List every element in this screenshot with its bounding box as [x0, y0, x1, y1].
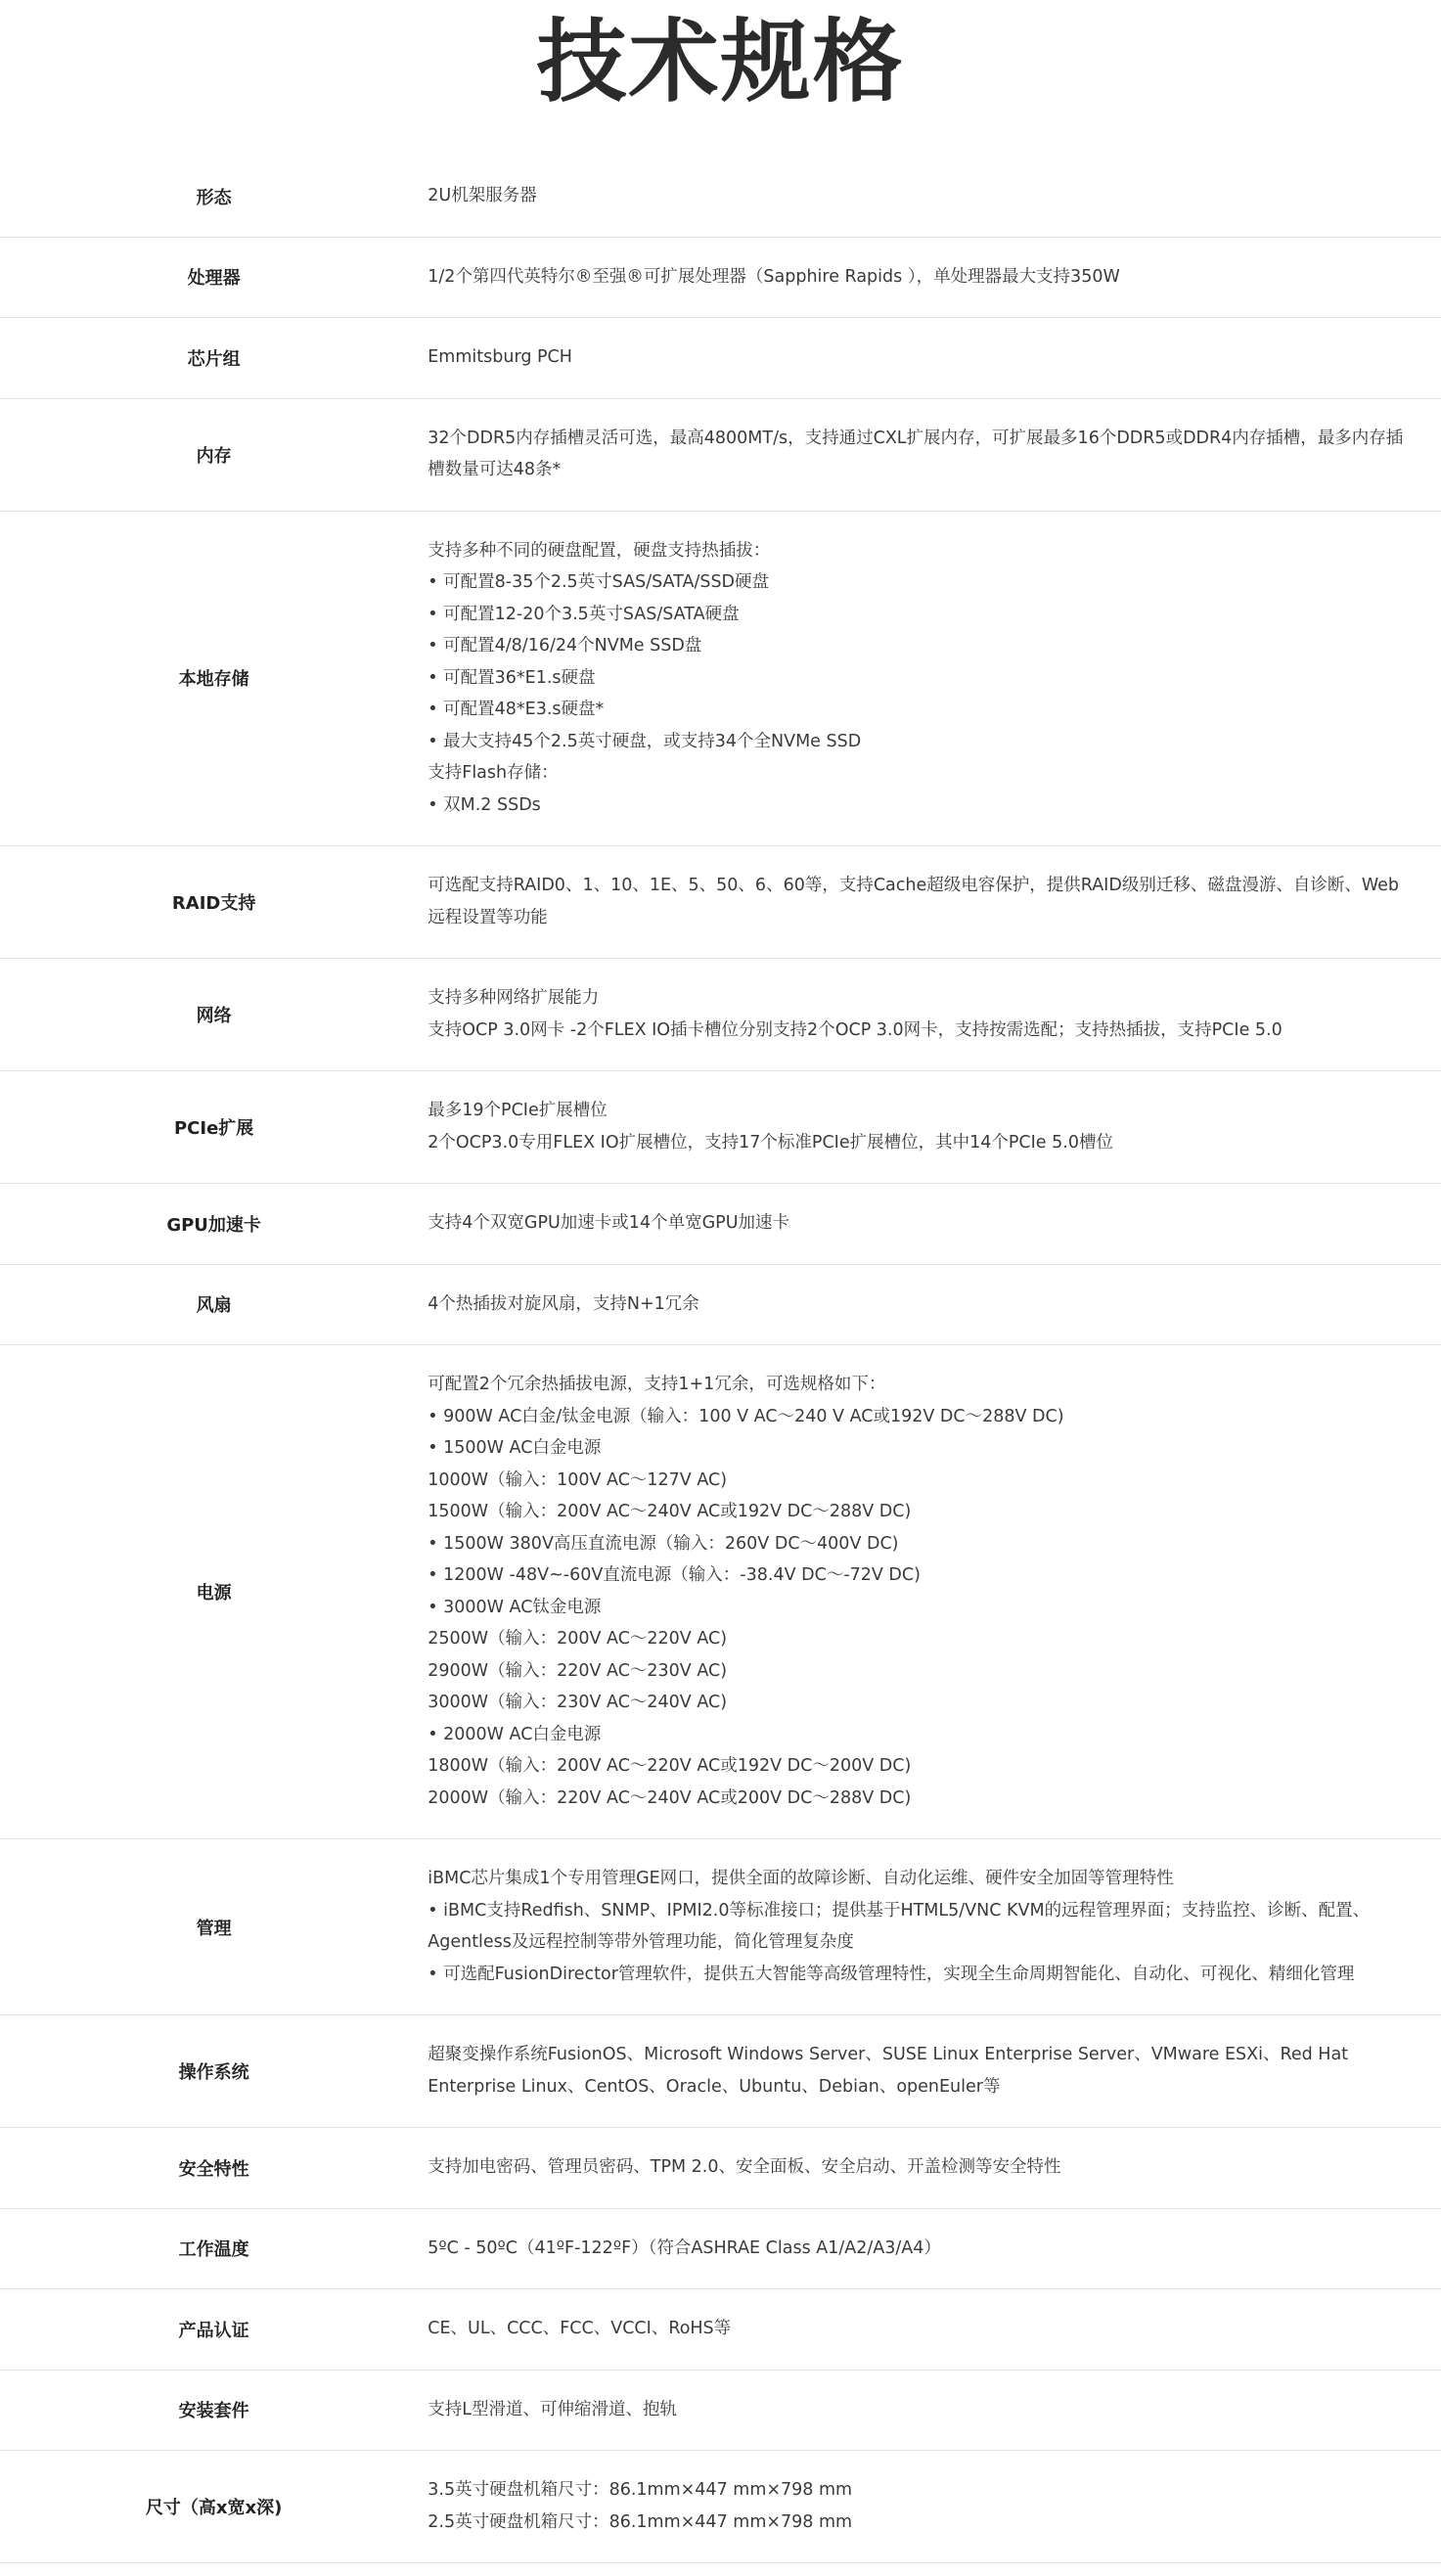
- spec-value-line: • 最大支持45个2.5英寸硬盘，或支持34个全NVMe SSD: [428, 731, 862, 751]
- spec-value: [428, 959, 1441, 1071]
- spec-value: [428, 1184, 1441, 1265]
- spec-label: RAID支持: [171, 893, 256, 914]
- spec-value-line: 1/2个第四代英特尔®至强®可扩展处理器（Sapphire Rapids ），单处理器最大支持350W: [428, 266, 1120, 287]
- spec-value-line: 可配置2个冗余热插拔电源，支持1+1冗余，可选规格如下：: [428, 1375, 886, 1394]
- spec-label: 安全特性: [178, 2158, 249, 2180]
- spec-value-line: • 1500W AC白金电源: [428, 1438, 602, 1458]
- spec-value-lines: [428, 2371, 1414, 2451]
- spec-label: 本地存储: [178, 669, 249, 691]
- spec-value-line: Emmitsburg PCH: [428, 347, 572, 367]
- spec-row: [0, 1071, 1441, 1184]
- spec-value-line: Enterprise Linux、CentOS、Oracle、Ubuntu、Debian、openEuler等: [428, 2076, 1001, 2097]
- spec-value-lines: [428, 238, 1414, 318]
- spec-value: [428, 1264, 1441, 1345]
- spec-value-line: • 可配置48*E3.s硬盘*: [428, 700, 605, 719]
- spec-value: [428, 2451, 1441, 2563]
- spec-value: [428, 2370, 1441, 2451]
- spec-value-lines: [428, 399, 1414, 511]
- spec-value: [428, 398, 1441, 511]
- spec-value: [428, 157, 1441, 237]
- spec-label: 产品认证: [178, 2320, 249, 2341]
- spec-value-line: • 2000W AC白金电源: [428, 1724, 602, 1744]
- spec-value-line: 远程设置等功能: [428, 907, 548, 927]
- spec-value: [428, 1839, 1441, 2015]
- spec-label: 安装套件: [178, 2401, 249, 2422]
- spec-value-line: 支持OCP 3.0网卡 -2个FLEX IO插卡槽位分别支持2个OCP 3.0网卡，支持按需选配；支持热插拔，支持PCIe 5.0: [428, 1019, 1283, 1040]
- spec-value-line: 支持多种不同的硬盘配置，硬盘支持热插拔：: [428, 540, 771, 561]
- spec-value-lines: [428, 318, 1414, 398]
- spec-value-line: • 1500W 380V高压直流电源（输入：260V DC～400V DC): [428, 1533, 899, 1554]
- spec-label: 处理器: [187, 268, 241, 290]
- spec-value-line: 最多19个PCIe扩展槽位: [428, 1101, 608, 1120]
- spec-value-line: • 可配置12-20个3.5英寸SAS/SATA硬盘: [428, 604, 740, 624]
- spec-value-lines: [428, 846, 1414, 958]
- spec-value-line: 2个OCP3.0专用FLEX IO扩展槽位，支持17个标准PCIe扩展槽位，其中14个PCIe 5.0槽位: [428, 1132, 1113, 1152]
- page-title: 技术规格: [536, 10, 905, 114]
- spec-value-line: 1800W（输入：200V AC～220V AC或192V DC～200V DC): [428, 1756, 912, 1776]
- spec-value-line: 4个热插拔对旋风扇，支持N+1冗余: [428, 1293, 699, 1314]
- spec-value-lines: [428, 157, 1414, 237]
- spec-label: 风扇: [196, 1295, 232, 1317]
- spec-value: [428, 846, 1441, 959]
- spec-value-line: • 可配置36*E1.s硬盘: [428, 667, 596, 688]
- spec-value-lines: [428, 2015, 1414, 2127]
- spec-value-lines: [428, 1839, 1414, 2014]
- spec-value-lines: [428, 1071, 1414, 1183]
- spec-row: [0, 398, 1441, 511]
- spec-value-line: 支持多种网络扩展能力: [428, 988, 600, 1008]
- spec-value-line: 可选配支持RAID0、1、10、1E、5、50、6、60等，支持Cache超级电容保护，提供RAID级别迁移、磁盘漫游、自诊断、Web: [428, 876, 1399, 895]
- spec-row: [0, 846, 1441, 959]
- spec-value-line: 2U机架服务器: [428, 186, 537, 205]
- spec-row: [0, 157, 1441, 237]
- spec-value-line: 支持L型滑道、可伸缩滑道、抱轨: [428, 2399, 677, 2419]
- spec-value-line: • 可选配FusionDirector管理软件，提供五大智能等高级管理特性，实现全生命周期智能化、自动化、可视化、精细化管理: [428, 1964, 1355, 1984]
- spec-value: [428, 237, 1441, 318]
- spec-row: [0, 2128, 1441, 2209]
- spec-value-lines: [428, 2128, 1414, 2208]
- spec-value-line: CE、UL、CCC、FCC、VCCI、RoHS等: [428, 2319, 732, 2338]
- spec-row: [0, 2451, 1441, 2563]
- spec-label: 网络: [196, 1006, 232, 1026]
- spec-label: 内存: [196, 445, 232, 467]
- spec-row: [0, 2289, 1441, 2371]
- spec-label: 管理: [196, 1918, 232, 1939]
- spec-value: [428, 318, 1441, 399]
- spec-value-line: Agentless及远程控制等带外管理功能，简化管理复杂度: [428, 1932, 854, 1952]
- spec-row: [0, 237, 1441, 318]
- spec-label: 操作系统: [178, 2062, 249, 2083]
- spec-label: 芯片组: [187, 348, 241, 370]
- spec-value-line: 3.5英寸硬盘机箱尺寸：86.1mm×447 mm×798 mm: [428, 2480, 853, 2500]
- spec-table: [0, 157, 1441, 2563]
- spec-value: [428, 2289, 1441, 2371]
- spec-value-line: 超聚变操作系统FusionOS、Microsoft Windows Server、SUSE Linux Enterprise Server、VMware ESXi、Red Hat: [428, 2045, 1349, 2064]
- spec-value-line: • 3000W AC钛金电源: [428, 1597, 602, 1617]
- spec-value-line: iBMC芯片集成1个专用管理GE网口，提供全面的故障诊断、自动化运维、硬件安全加固等管理特性: [428, 1869, 1174, 1888]
- spec-value-lines: [428, 1184, 1414, 1264]
- spec-value-lines: [428, 512, 1414, 846]
- spec-table-body: [0, 157, 1441, 2563]
- spec-row: [0, 959, 1441, 1071]
- spec-label: 形态: [196, 187, 232, 208]
- spec-value-line: 2.5英寸硬盘机箱尺寸：86.1mm×447 mm×798 mm: [428, 2511, 853, 2532]
- spec-value: [428, 2208, 1441, 2289]
- spec-value-line: 32个DDR5内存插槽灵活可选，最高4800MT/s，支持通过CXL扩展内存，可扩展最多16个DDR5或DDR4内存插槽，最多内存插: [428, 428, 1404, 448]
- spec-label: 尺寸（高x宽x深): [145, 2498, 283, 2518]
- spec-row: [0, 2208, 1441, 2289]
- spec-row: [0, 1345, 1441, 1839]
- spec-value-lines: [428, 2451, 1414, 2562]
- spec-value-lines: [428, 2289, 1414, 2370]
- spec-label: 电源: [196, 1583, 232, 1604]
- spec-value: [428, 1345, 1441, 1839]
- spec-label: PCIe扩展: [173, 1118, 254, 1139]
- spec-value: [428, 2015, 1441, 2128]
- spec-value-line: • 可配置8-35个2.5英寸SAS/SATA/SSD硬盘: [428, 572, 770, 592]
- spec-row: [0, 2015, 1441, 2128]
- spec-value-line: 支持4个双宽GPU加速卡或14个单宽GPU加速卡: [428, 1213, 789, 1233]
- spec-value-line: 1000W（输入：100V AC～127V AC): [428, 1469, 728, 1490]
- spec-value-line: 2900W（输入：220V AC～230V AC): [428, 1660, 728, 1681]
- spec-value-line: 2000W（输入：220V AC～240V AC或200V DC～288V DC): [428, 1787, 912, 1808]
- spec-row: [0, 318, 1441, 399]
- spec-row: [0, 1184, 1441, 1265]
- spec-value-line: • 双M.2 SSDs: [428, 794, 541, 815]
- spec-value-line: 5ºC - 50ºC（41ºF-122ºF）（符合ASHRAE Class A1/A2/A3/A4）: [428, 2237, 941, 2258]
- spec-value-lines: [428, 2209, 1414, 2289]
- spec-value-line: • 900W AC白金/钛金电源（输入：100 V AC～240 V AC或192V DC～288V DC): [428, 1406, 1064, 1426]
- spec-row: [0, 511, 1441, 846]
- spec-value-line: 1500W（输入：200V AC～240V AC或192V DC～288V DC): [428, 1502, 912, 1521]
- spec-value-line: • iBMC支持Redfish、SNMP、IPMI2.0等标准接口；提供基于HTML5/VNC KVM的远程管理界面；支持监控、诊断、配置、: [428, 1900, 1371, 1921]
- spec-value-line: • 1200W -48V~-60V直流电源（输入：-38.4V DC～-72V DC): [428, 1565, 921, 1585]
- spec-value-lines: [428, 1345, 1414, 1838]
- spec-value-lines: [428, 1265, 1414, 1345]
- spec-row: [0, 1264, 1441, 1345]
- spec-label: 工作温度: [178, 2239, 249, 2261]
- spec-row: [0, 2370, 1441, 2451]
- spec-value-line: 2500W（输入：200V AC～220V AC): [428, 1629, 728, 1649]
- spec-value: [428, 1071, 1441, 1184]
- spec-value-lines: [428, 959, 1414, 1070]
- spec-value: [428, 511, 1441, 846]
- spec-value-line: • 可配置4/8/16/24个NVMe SSD盘: [428, 636, 702, 655]
- spec-row: [0, 1839, 1441, 2015]
- spec-value: [428, 2128, 1441, 2209]
- spec-label: GPU加速卡: [166, 1214, 261, 1236]
- spec-value-line: 支持Flash存储：: [428, 763, 559, 783]
- spec-value-line: 槽数量可达48条*: [428, 460, 562, 479]
- spec-value-line: 支持加电密码、管理员密码、TPM 2.0、安全面板、安全启动、开盖检测等安全特性: [428, 2157, 1061, 2177]
- spec-value-line: 3000W（输入：230V AC～240V AC): [428, 1693, 728, 1712]
